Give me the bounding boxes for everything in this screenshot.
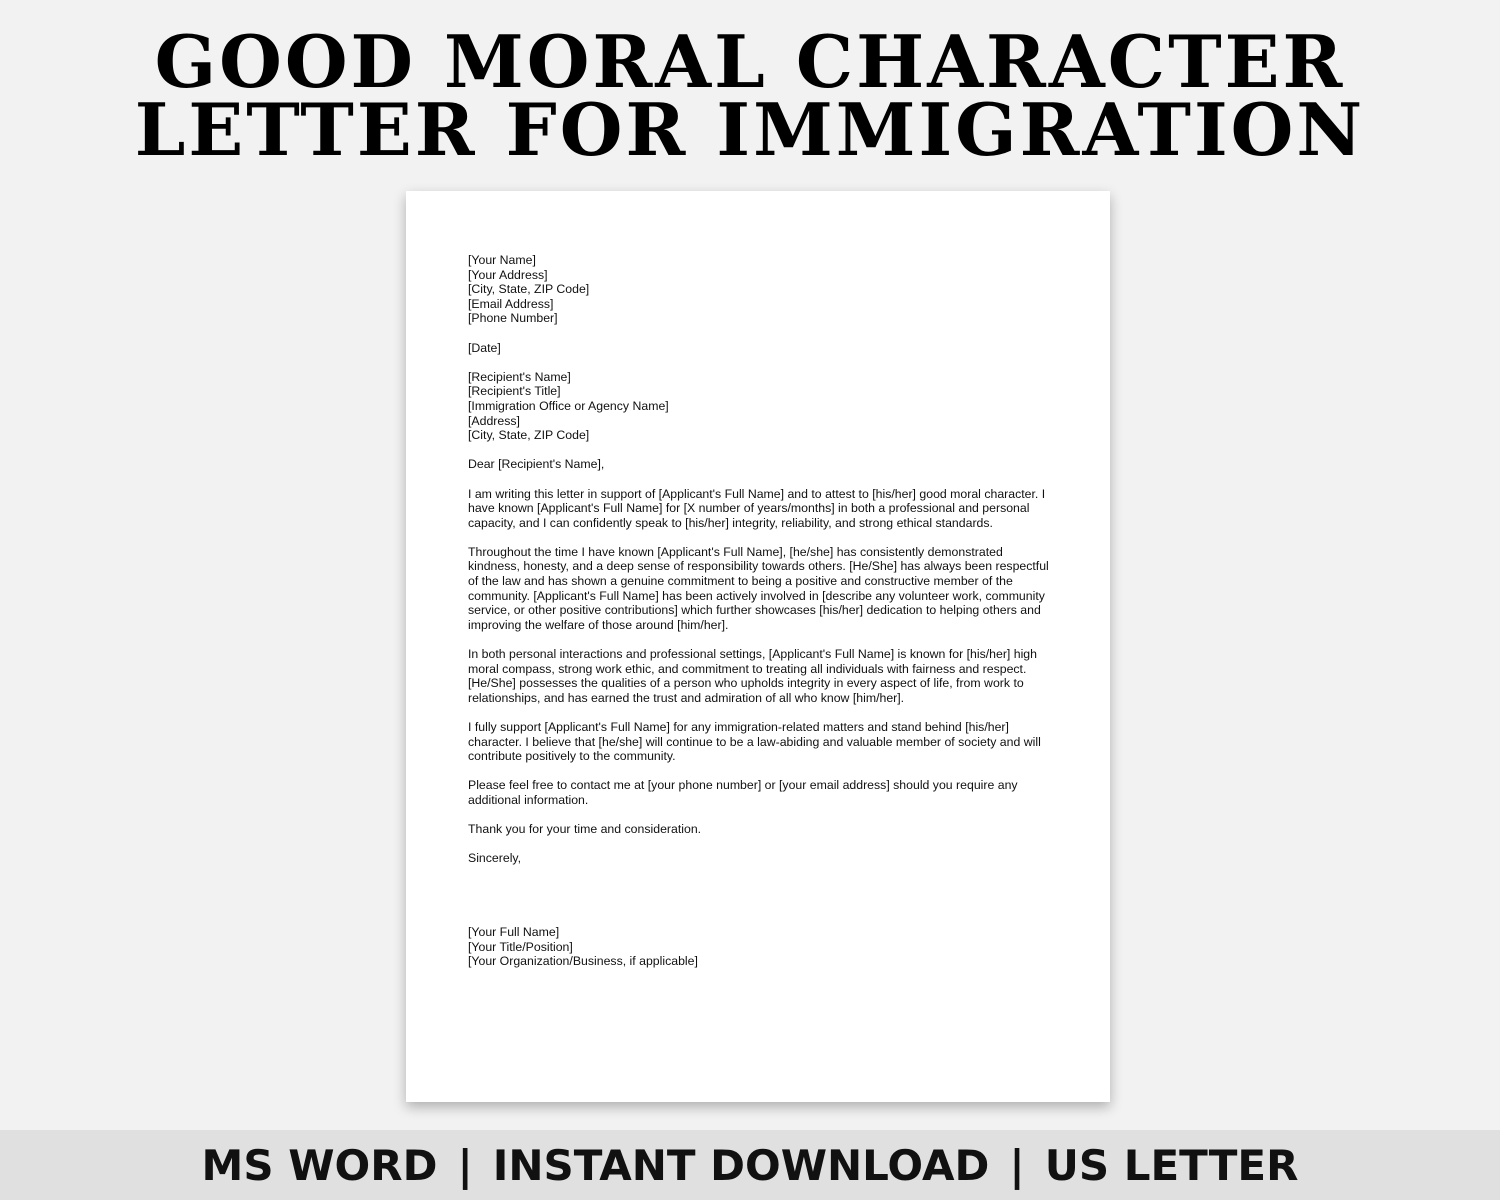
footer-banner [0, 1130, 1500, 1200]
footer-format-label: MS WORD [201, 1141, 438, 1190]
recipient-address: [Address] [468, 413, 520, 428]
footer-text [0, 1142, 1500, 1190]
recipient-office: [Immigration Office or Agency Name] [468, 398, 669, 413]
body-paragraph: I fully support [Applicant's Full Name] for any immigration-related matters and stand behind [his/her] character. I believe that [he/she] will continue to be a law-abiding and valuable member of society and will contribute positively to the community. [468, 720, 1041, 764]
signature-block [468, 925, 1053, 969]
page-title [0, 19, 1500, 172]
salutation: Dear [Recipient's Name], [468, 457, 605, 472]
date-block [468, 341, 1053, 356]
footer-size-label: US LETTER [1044, 1141, 1299, 1190]
sender-city: [City, State, ZIP Code] [468, 282, 590, 297]
signature-name: [Your Full Name] [468, 924, 560, 939]
footer-separator: | [457, 1141, 473, 1190]
signature-organization: [Your Organization/Business, if applicable] [468, 954, 698, 969]
body-paragraph: In both personal interactions and professional settings, [Applicant's Full Name] is known for [his/her] high moral compass, strong work ethic, and commitment to treating all individuals with fairness and respect. [He/She] possesses the qualities of a person who upholds integrity in every aspect of life, from work to relationships, and has earned the trust and admiration of all who know [him/her]. [468, 647, 1037, 705]
sender-address: [Your Address] [468, 267, 548, 282]
recipient-name: [Recipient's Name] [468, 369, 571, 384]
body-paragraph: Throughout the time I have known [Applicant's Full Name], [he/she] has consistently demonstrated kindness, honesty, and a deep sense of responsibility towards others. [He/She] has always been respectful of the law and has shown a genuine commitment to being a positive and constructive member of the community. [Applicant's Full Name] has been actively involved in [describe any volunteer work, community service, or other positive contributions] which further showcases [his/her] dedication to helping others and improving the welfare of those around [him/her]. [468, 544, 1049, 632]
sender-name: [Your Name] [468, 253, 536, 267]
signature-title: [Your Title/Position] [468, 939, 573, 954]
letter-page [406, 191, 1110, 1102]
body-paragraph: I am writing this letter in support of [Applicant's Full Name] and to attest to [his/her] good moral character. I have known [Applicant's Full Name] for [X number of years/months] in both a professional and personal capacity, and I can confidently speak to [his/her] integrity, reliability, and strong ethical standards. [468, 486, 1046, 530]
footer-separator: | [1009, 1141, 1025, 1190]
letter-body [468, 253, 1053, 969]
sender-email: [Email Address] [468, 296, 554, 311]
body-paragraph: Thank you for your time and consideration. [468, 822, 702, 837]
recipient-title: [Recipient's Title] [468, 384, 561, 399]
recipient-city: [City, State, ZIP Code] [468, 428, 590, 443]
recipient-block [468, 370, 1053, 443]
title-line-1: GOOD MORAL CHARACTER [154, 19, 1346, 104]
sender-block [468, 253, 1053, 326]
closing: Sincerely, [468, 851, 522, 866]
body-paragraph: Please feel free to contact me at [your phone number] or [your email address] should you require any additional information. [468, 778, 1018, 807]
title-line-2: LETTER FOR IMMIGRATION [134, 87, 1366, 172]
sender-phone: [Phone Number] [468, 311, 558, 326]
letter-date: [Date] [468, 340, 501, 355]
footer-download-label: INSTANT DOWNLOAD [492, 1141, 990, 1190]
